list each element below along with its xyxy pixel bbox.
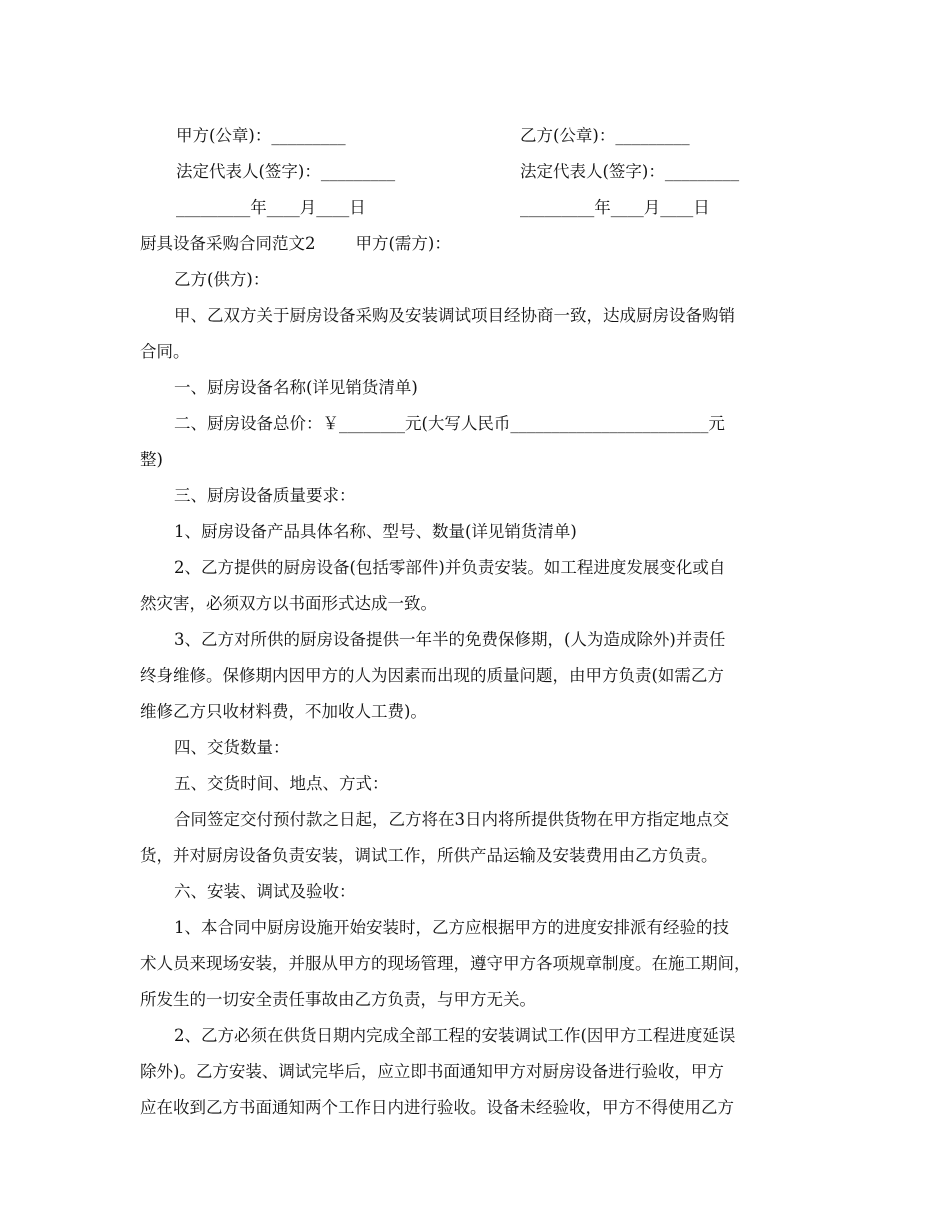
text-line: 1、本合同中厨房设施开始安装时，乙方应根据甲方的进度安排派有经验的技 xyxy=(174,918,729,937)
text-line: 一、厨房设备名称(详见销货清单) xyxy=(174,378,418,397)
party-a-representative: 法定代表人(签字)：_________ xyxy=(176,162,396,181)
text-line: 整) xyxy=(140,450,163,469)
text-line: 维修乙方只收材料费，不加收人工费)。 xyxy=(140,702,427,721)
text-line: 2、乙方必须在供货日期内完成全部工程的安装调试工作(因甲方工程进度延误 xyxy=(174,1026,736,1045)
text-line: 终身维修。保修期内因甲方的人为因素而出现的质量问题，由甲方负责(如需乙方 xyxy=(140,666,724,685)
party-a-seal: 甲方(公章)：_________ xyxy=(176,126,346,145)
contract-heading xyxy=(140,226,816,262)
party-b-seal: 乙方(公章)：_________ xyxy=(520,126,690,145)
text-line: 货，并对厨房设备负责安装，调试工作，所供产品运输及安装费用由乙方负责。 xyxy=(140,846,718,865)
text-line: 四、交货数量： xyxy=(174,738,290,757)
text-line: 六、安装、调试及验收： xyxy=(174,882,356,901)
text-line: 乙方(供方)： xyxy=(174,270,270,289)
text-line: 3、乙方对所供的厨房设备提供一年半的免费保修期，(人为造成除外)并责任 xyxy=(174,630,726,649)
text-line: 所发生的一切安全责任事故由乙方负责，与甲方无关。 xyxy=(140,990,536,1009)
text-line: 术人员来现场安装，并服从甲方的现场管理，遵守甲方各项规章制度。在施工期间， xyxy=(140,954,751,973)
text-line: 二、厨房设备总价：￥________元(大写人民币________________________元 xyxy=(174,414,725,433)
document-title: 厨具设备采购合同范文2 xyxy=(140,234,316,253)
text-line: 合同。 xyxy=(140,342,190,361)
text-line: 应在收到乙方书面通知两个工作日内进行验收。设备未经验收，甲方不得使用乙方 xyxy=(140,1098,734,1117)
text-line: 三、厨房设备质量要求： xyxy=(174,486,356,505)
contract-body xyxy=(140,118,816,1126)
party-b-date: _________年____月____日 xyxy=(520,198,710,217)
text-line: 然灾害，必须双方以书面形式达成一致。 xyxy=(140,594,437,613)
representative-row xyxy=(140,154,816,190)
party-a-label: 甲方(需方)： xyxy=(355,234,451,253)
party-a-date: _________年____月____日 xyxy=(176,198,366,217)
date-row xyxy=(140,190,816,226)
text-line: 合同签定交付预付款之日起，乙方将在3日内将所提供货物在甲方指定地点交 xyxy=(174,810,729,829)
contract-text xyxy=(140,262,816,1126)
text-line: 五、交货时间、地点、方式： xyxy=(174,774,389,793)
seal-row xyxy=(140,118,816,154)
text-line: 甲、乙双方关于厨房设备采购及安装调试项目经协商一致，达成厨房设备购销 xyxy=(174,306,735,325)
party-b-representative: 法定代表人(签字)：_________ xyxy=(520,162,740,181)
text-line: 除外)。乙方安装、调试完毕后，应立即书面通知甲方对厨房设备进行验收，甲方 xyxy=(140,1062,724,1081)
text-line: 1、厨房设备产品具体名称、型号、数量(详见销货清单) xyxy=(174,522,577,541)
text-line: 2、乙方提供的厨房设备(包括零部件)并负责安装。如工程进度发展变化或自 xyxy=(174,558,726,577)
